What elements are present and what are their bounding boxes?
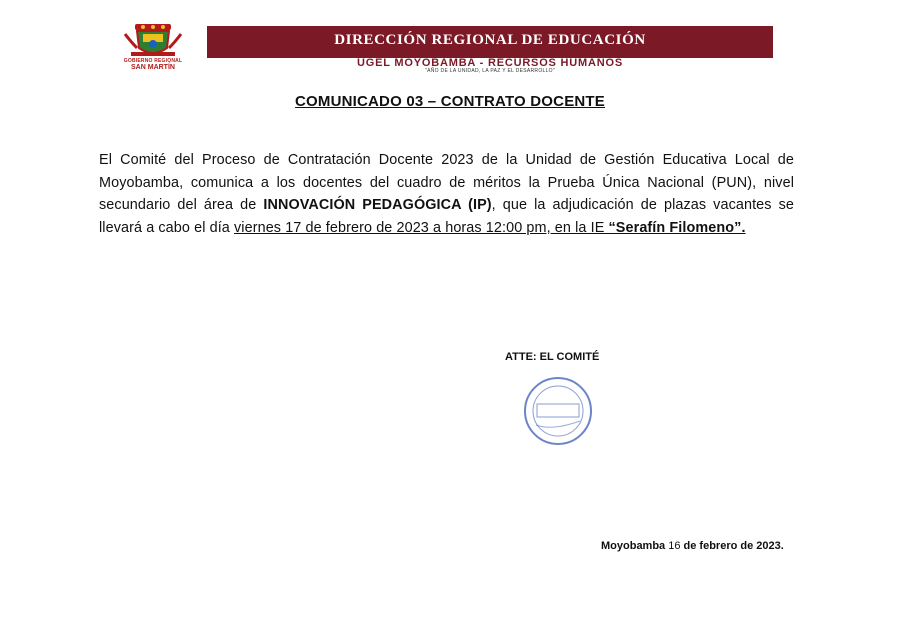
paragraph-part1: El Comité del Proceso de Contratación Docente 2023 de la Unidad de Gestión Educativa Local de Moyobamba, comunica a los docentes del cuadro de méritos la Prueba Única Nacional (PUN), nivel secundario del área de xyxy=(99,152,794,213)
document-heading: COMUNICADO 03 – CONTRATO DOCENTE xyxy=(294,93,606,110)
paragraph-school: “Serafín Filomeno”. xyxy=(608,219,746,236)
date-suffix: de febrero de 2023. xyxy=(680,540,784,552)
banner-title: DIRECCIÓN REGIONAL DE EDUCACIÓN xyxy=(334,32,646,48)
official-stamp xyxy=(522,375,594,447)
paragraph-date-time xyxy=(234,220,746,236)
announcement-paragraph xyxy=(99,149,794,239)
crest-icon xyxy=(113,22,193,58)
date-day: 16 xyxy=(668,540,681,552)
paragraph-area: INNOVACIÓN PEDAGÓGICA (IP) xyxy=(263,197,492,213)
logo-line2: SAN MARTÍN xyxy=(131,64,175,71)
signature-label: ATTE: EL COMITÉ xyxy=(505,351,600,363)
logo-line1: GOBIERNO REGIONAL xyxy=(123,58,183,64)
paragraph-date-time-text: viernes 17 de febrero de 2023 a horas 12:00 pm, en la IE xyxy=(234,219,609,236)
date-prefix: Moyobamba xyxy=(601,540,669,552)
header-motto: "AÑO DE LA UNIDAD, LA PAZ Y EL DESARROLLO" xyxy=(425,68,555,74)
document-date xyxy=(601,540,784,552)
header-subtitle: UGEL MOYOBAMBA - RECURSOS HUMANOS xyxy=(357,57,623,69)
regional-government-logo xyxy=(113,22,193,71)
header-banner xyxy=(207,26,773,56)
paragraph-part2: , que la adjudicación de plazas vacantes se llevará a cabo el día xyxy=(99,197,794,236)
stamp-icon xyxy=(522,375,594,447)
